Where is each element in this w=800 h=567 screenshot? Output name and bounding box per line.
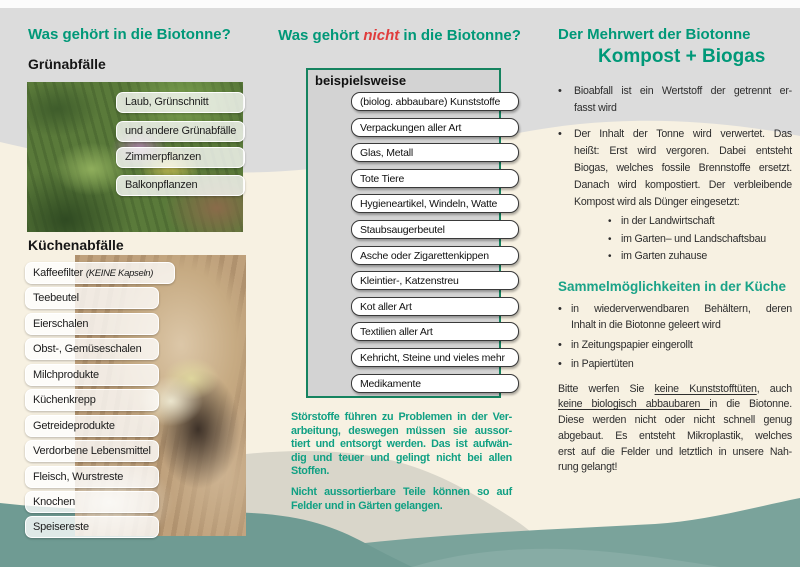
benefits-bullets bbox=[558, 83, 792, 266]
bullet-dot: • bbox=[558, 128, 562, 140]
bullet-dot: • bbox=[608, 251, 612, 262]
bullet-line: in Zeitungspapier eingerollt bbox=[571, 338, 693, 351]
bullet-line: in Papiertüten bbox=[571, 358, 634, 370]
kitchen-label-text: Verdorbene Lebensmittel bbox=[33, 445, 151, 457]
bullet-dot: • bbox=[608, 233, 612, 245]
paragraph-line: dig und teuer und gelingt nicht bei allen bbox=[291, 451, 512, 464]
warning-line: rung gelangt! bbox=[558, 461, 618, 474]
bullet-item bbox=[558, 337, 792, 354]
bullet-line: Bioabfall ist ein Wertstoff der getrennt er- bbox=[574, 85, 792, 97]
middle-title-post: in die Biotonne? bbox=[399, 27, 521, 44]
warning-line: erst auf die Felder und letztlich in unsere Nah- bbox=[558, 445, 792, 458]
kitchen-label-text: Fleisch, Wurstreste bbox=[33, 471, 124, 483]
paragraph-line: Störstoffe führen zu Problemen in der Ver- bbox=[291, 411, 512, 423]
middle-title-nicht: nicht bbox=[363, 27, 400, 44]
bullet-line: Inhalt in die Biotonne geleert wird bbox=[571, 319, 721, 331]
left-panel-title: Was gehört in die Biotonne? bbox=[28, 26, 231, 43]
bullet-dot: • bbox=[558, 85, 562, 97]
green-label-text: Laub, Grünschnitt bbox=[125, 96, 209, 108]
photo-label bbox=[116, 147, 245, 168]
kitchen-label-text: Getreideprodukte bbox=[33, 420, 115, 432]
collect-bullets bbox=[558, 301, 792, 373]
middle-title-pre: Was gehört bbox=[278, 27, 364, 44]
photo-label bbox=[25, 440, 159, 462]
bullet-item bbox=[558, 301, 792, 334]
contaminants-paragraph bbox=[291, 411, 512, 479]
paragraph-line: Nicht aussortierbare Teile können so auf bbox=[291, 486, 512, 498]
forbidden-item: Kleintier-, Katzenstreu bbox=[351, 271, 519, 290]
forbidden-item: Textilien aller Art bbox=[351, 322, 519, 341]
photo-label bbox=[25, 313, 159, 335]
forbidden-item: Glas, Metall bbox=[351, 143, 519, 162]
bullet-item bbox=[558, 126, 792, 211]
bullet-text bbox=[574, 83, 792, 117]
warning-underlined-text: keine Kunststofftüten bbox=[654, 382, 757, 395]
photo-label bbox=[25, 491, 159, 513]
middle-panel-title bbox=[266, 27, 533, 44]
sub-bullet-text: im Garten zuhause bbox=[621, 250, 708, 262]
warning-text: in die Biotonne. bbox=[709, 398, 792, 411]
kitchen-label-text: Küchenkrepp bbox=[33, 394, 96, 406]
paragraph-line: arbeitung, deswegen müssen sie aussor- bbox=[291, 424, 512, 437]
bullet-text bbox=[571, 301, 792, 334]
bullet-dot: • bbox=[558, 302, 562, 315]
forbidden-item: Tote Tiere bbox=[351, 169, 519, 188]
bullet-dot: • bbox=[558, 338, 562, 351]
forbidden-item: Verpackungen aller Art bbox=[351, 118, 519, 137]
bullet-line: Biogas, welches fossile Brennstoffe ersetzt. bbox=[574, 162, 792, 174]
green-label-text: Balkonpflanzen bbox=[125, 179, 198, 191]
warning-line bbox=[558, 397, 792, 413]
collect-heading: Sammelmöglichkeiten in der Küche bbox=[558, 278, 787, 294]
photo-label bbox=[25, 466, 159, 488]
sub-bullet-item bbox=[608, 231, 792, 249]
kitchen-label-text: Knochen bbox=[33, 496, 76, 508]
plastic-warning-paragraph bbox=[558, 382, 792, 477]
forbidden-item: (biolog. abbaubare) Kunststoffe bbox=[351, 92, 519, 111]
forbidden-item: Hygieneartikel, Windeln, Watte bbox=[351, 194, 519, 213]
kitchen-label-text: Obst-, Gemüseschalen bbox=[33, 343, 142, 355]
forbidden-item: Kehricht, Steine und vieles mehr bbox=[351, 348, 519, 367]
bullet-line: Danach wird kompostiert. Der verbleibende bbox=[574, 179, 792, 191]
sub-bullet-text: in der Landwirtschaft bbox=[621, 215, 715, 227]
forbidden-item: Asche oder Zigarettenkippen bbox=[351, 246, 519, 265]
bullet-text bbox=[571, 356, 792, 373]
warning-underlined-text: keine biologisch abbaubaren bbox=[558, 398, 710, 411]
photo-label bbox=[116, 92, 245, 113]
kitchen-waste-heading: Küchenabfälle bbox=[28, 237, 124, 253]
forbidden-item: Medikamente bbox=[351, 374, 519, 393]
kitchen-label-note: (KEINE Kapseln) bbox=[85, 268, 154, 279]
photo-label bbox=[25, 287, 159, 309]
kitchen-label-text: Eierschalen bbox=[33, 318, 89, 330]
photo-label bbox=[25, 389, 159, 411]
bullet-item bbox=[558, 83, 792, 117]
examples-box bbox=[306, 68, 505, 398]
benefits-panel bbox=[558, 26, 792, 476]
bullet-dot: • bbox=[558, 358, 562, 370]
bullet-line: Kompost wird als Dünger eingesetzt: bbox=[574, 196, 740, 208]
bullet-line: heißt: Erst wird vergoren. Dabei entsteht bbox=[574, 145, 792, 157]
paragraph-line: tiert und entsorgt werden. Das ist aufwän- bbox=[291, 438, 512, 450]
forbidden-item: Staubsaugerbeutel bbox=[351, 220, 519, 239]
bullet-line: fasst wird bbox=[574, 102, 617, 114]
warning-line: Diese werden nicht oder nicht schnell genug bbox=[558, 414, 792, 427]
warning-line bbox=[558, 382, 792, 398]
sub-bullet-item bbox=[608, 248, 792, 266]
fields-paragraph bbox=[291, 486, 512, 513]
photo-label bbox=[25, 338, 159, 360]
examples-box-heading: beispielsweise bbox=[315, 73, 407, 88]
bullet-text bbox=[574, 126, 792, 211]
forbidden-item: Kot aller Art bbox=[351, 297, 519, 316]
warning-text: , auch bbox=[756, 382, 792, 395]
warning-line: abgebaut. Es entsteht Mikroplastik, welches bbox=[558, 429, 792, 442]
photo-label bbox=[25, 364, 159, 386]
kitchen-label-text: Milchprodukte bbox=[33, 369, 99, 381]
green-waste-photo bbox=[27, 82, 243, 232]
green-label-text: und andere Grünabfälle bbox=[125, 125, 237, 137]
bullet-line: in wiederverwendbaren Behältern, deren bbox=[571, 302, 792, 315]
kitchen-label-text: Speisereste bbox=[33, 521, 89, 533]
top-white-strip bbox=[0, 0, 800, 8]
paragraph-line: Felder und in Gärten gelangen. bbox=[291, 499, 443, 512]
kitchen-label-text: Teebeutel bbox=[33, 292, 79, 304]
bullet-dot: • bbox=[608, 216, 612, 227]
paragraph-line: Stoffen. bbox=[291, 465, 330, 477]
photo-label bbox=[116, 175, 245, 196]
kitchen-label-text: Kaffeefilter bbox=[33, 267, 86, 279]
photo-label bbox=[25, 415, 159, 437]
bullet-text bbox=[571, 337, 792, 354]
photo-label bbox=[25, 516, 159, 538]
sub-bullet-item bbox=[608, 213, 792, 231]
fertilizer-sub-bullets bbox=[608, 213, 792, 266]
green-waste-heading: Grünabfälle bbox=[28, 56, 106, 72]
benefits-title: Der Mehrwert der Biotonne bbox=[558, 26, 751, 43]
bullet-item bbox=[558, 356, 792, 373]
bullet-line: Der Inhalt der Tonne wird verwertet. Das bbox=[574, 128, 792, 140]
photo-label bbox=[25, 262, 175, 284]
warning-text: Bitte werfen Sie bbox=[558, 382, 655, 395]
green-label-text: Zimmerpflanzen bbox=[125, 151, 202, 163]
kompost-biogas-subtitle: Kompost + Biogas bbox=[598, 46, 766, 67]
sub-bullet-text: im Garten– und Landschaftsbau bbox=[621, 232, 766, 245]
photo-label bbox=[116, 121, 245, 142]
